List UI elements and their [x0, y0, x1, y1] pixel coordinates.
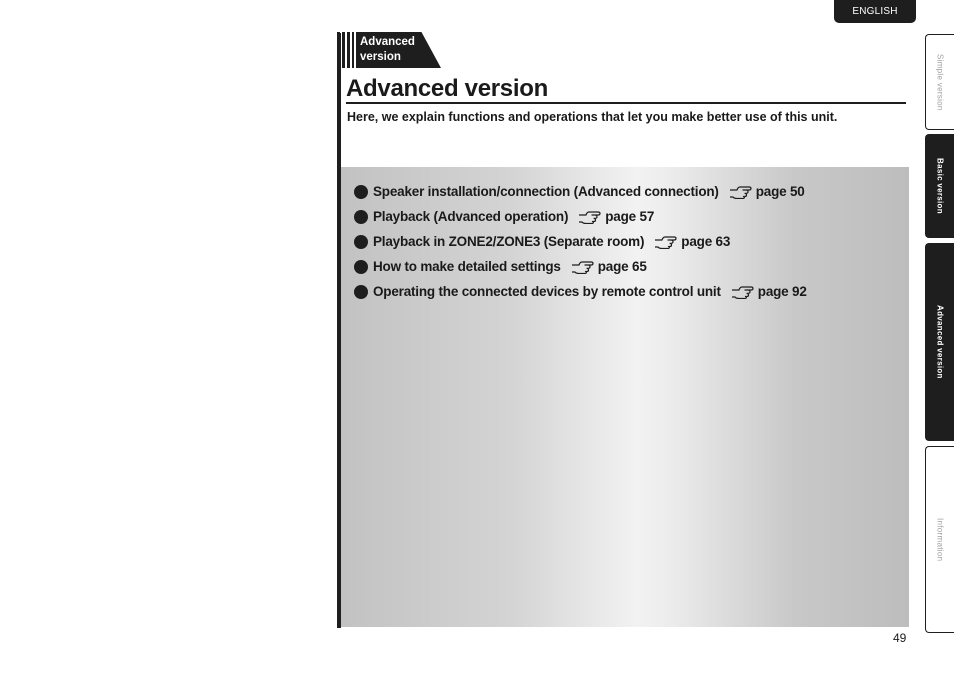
- pointing-hand-icon: [654, 235, 678, 249]
- banner-stripe: [342, 32, 345, 68]
- banner-stripe: [352, 32, 354, 68]
- bullet-icon: [354, 260, 368, 274]
- toc-item-label: Playback in ZONE2/ZONE3 (Separate room): [373, 234, 645, 249]
- page-reference-label: page 63: [681, 234, 731, 249]
- side-tab-information[interactable]: [925, 446, 954, 633]
- bullet-icon: [354, 285, 368, 299]
- side-tab-label: Advanced version: [935, 305, 945, 379]
- banner-label: [360, 35, 430, 65]
- toc-item[interactable]: [354, 204, 807, 229]
- pointing-hand-icon: [731, 285, 755, 299]
- intro-text: Here, we explain functions and operations that let you make better use of this unit.: [347, 110, 838, 124]
- side-tab-simple-version[interactable]: [925, 34, 954, 130]
- page-reference[interactable]: [578, 209, 654, 224]
- page-reference[interactable]: [731, 284, 807, 299]
- side-tab-basic-version[interactable]: [925, 134, 954, 238]
- side-tab-label: Simple version: [935, 53, 945, 111]
- bullet-icon: [354, 235, 368, 249]
- side-tab-label: Basic version: [935, 158, 945, 214]
- toc-item-label: How to make detailed settings: [373, 259, 561, 274]
- toc-item-label: Speaker installation/connection (Advanced connection): [373, 184, 719, 199]
- pointing-hand-icon: [571, 260, 595, 274]
- bullet-icon: [354, 210, 368, 224]
- banner-stripe: [347, 32, 350, 68]
- page-reference[interactable]: [729, 184, 805, 199]
- page-reference[interactable]: [571, 259, 647, 274]
- page-number: 49: [893, 631, 907, 645]
- bullet-icon: [354, 185, 368, 199]
- toc-item-label: Playback (Advanced operation): [373, 209, 569, 224]
- banner-label-line: Advanced: [360, 36, 415, 48]
- page-title: Advanced version: [346, 75, 548, 102]
- pointing-hand-icon: [578, 210, 602, 224]
- toc-list: [354, 179, 807, 304]
- page-reference-label: page 50: [755, 184, 805, 199]
- side-tab-advanced-version[interactable]: [925, 243, 954, 441]
- title-rule: [346, 102, 906, 104]
- toc-item[interactable]: [354, 279, 807, 304]
- pointing-hand-icon: [729, 185, 753, 199]
- side-tab-label: Information: [935, 517, 945, 562]
- banner-label-line: version: [360, 51, 401, 63]
- page-reference-label: page 92: [757, 284, 807, 299]
- page-reference[interactable]: [654, 234, 730, 249]
- page-reference-label: page 57: [605, 209, 655, 224]
- toc-item[interactable]: [354, 254, 807, 279]
- page-reference-label: page 65: [597, 259, 647, 274]
- banner-stripe: [337, 32, 340, 68]
- toc-item-label: Operating the connected devices by remote control unit: [373, 284, 721, 299]
- language-tab: ENGLISH: [834, 0, 916, 23]
- toc-item[interactable]: [354, 229, 807, 254]
- toc-item[interactable]: [354, 179, 807, 204]
